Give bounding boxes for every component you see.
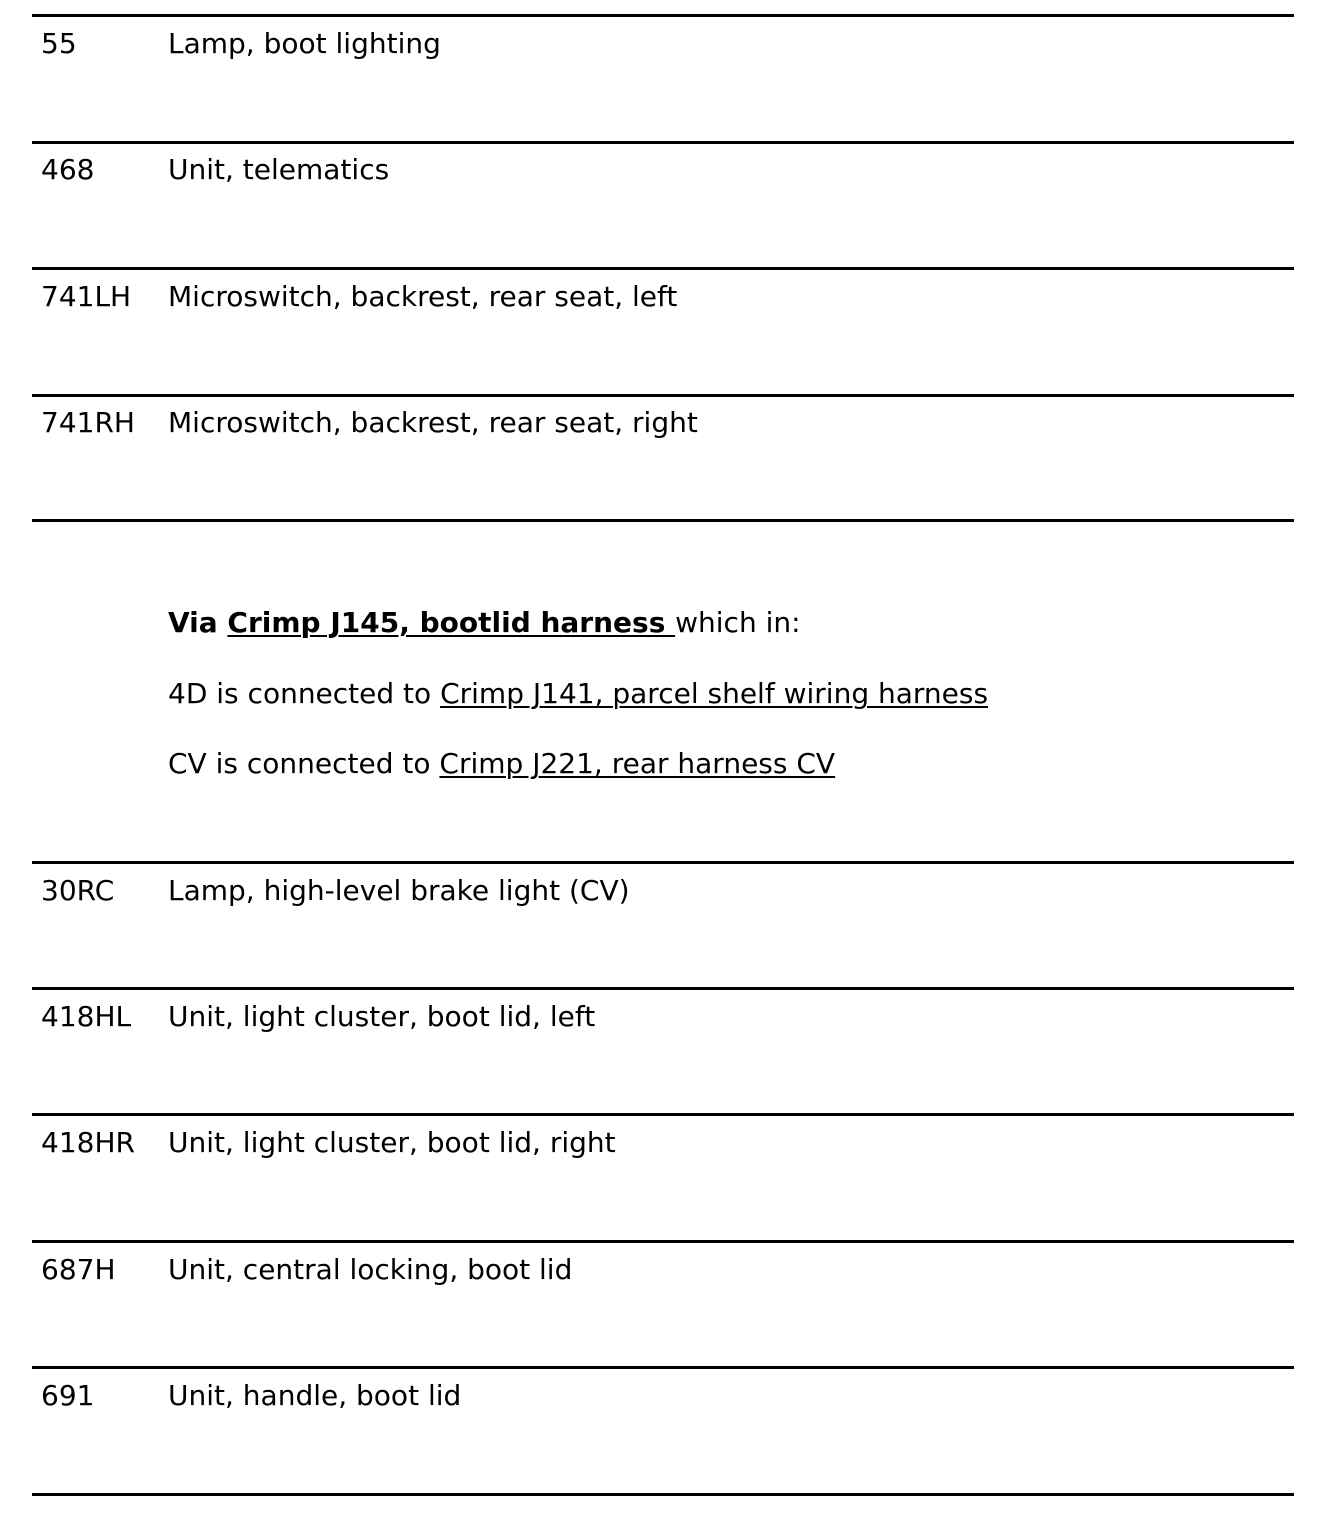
component-code: 55 — [41, 27, 77, 60]
component-description: Lamp, high-level brake light (CV) — [168, 874, 630, 907]
divider — [32, 394, 1294, 397]
divider — [32, 987, 1294, 990]
divider — [32, 1493, 1294, 1496]
component-row — [0, 277, 1328, 317]
connection-link[interactable]: Crimp J221, rear harness CV — [439, 747, 836, 780]
divider — [32, 519, 1294, 522]
component-description: Unit, telematics — [168, 153, 390, 186]
connection-text: 4D is connected to — [168, 677, 441, 710]
component-row — [0, 997, 1328, 1037]
connection-line — [168, 674, 988, 714]
connection-text: CV is connected to — [168, 747, 440, 780]
divider — [32, 1113, 1294, 1116]
component-code: 687H — [41, 1253, 116, 1286]
divider — [32, 14, 1294, 17]
divider — [32, 267, 1294, 270]
connection-line — [168, 744, 835, 784]
component-description: Unit, handle, boot lid — [168, 1379, 462, 1412]
component-row — [0, 1376, 1328, 1416]
component-description: Lamp, boot lighting — [168, 27, 441, 60]
component-code: 418HR — [41, 1126, 135, 1159]
component-code: 691 — [41, 1379, 95, 1412]
component-row — [0, 1123, 1328, 1163]
harness-link[interactable]: Crimp J145, bootlid harness — [227, 606, 676, 639]
component-description: Microswitch, backrest, rear seat, left — [168, 280, 678, 313]
via-prefix: Via — [168, 606, 228, 639]
component-description: Unit, light cluster, boot lid, left — [168, 1000, 596, 1033]
component-description: Unit, light cluster, boot lid, right — [168, 1126, 616, 1159]
component-row — [0, 24, 1328, 64]
component-row — [0, 871, 1328, 911]
component-code: 468 — [41, 153, 95, 186]
via-suffix: which in: — [675, 606, 801, 639]
component-description: Unit, central locking, boot lid — [168, 1253, 573, 1286]
component-row — [0, 403, 1328, 443]
component-code: 741RH — [41, 406, 135, 439]
via-harness-line — [168, 603, 801, 643]
divider — [32, 861, 1294, 864]
component-code: 741LH — [41, 280, 132, 313]
connection-link[interactable]: Crimp J141, parcel shelf wiring harness — [440, 677, 989, 710]
divider — [32, 141, 1294, 144]
divider — [32, 1240, 1294, 1243]
component-row — [0, 1250, 1328, 1290]
component-code: 30RC — [41, 874, 115, 907]
component-description: Microswitch, backrest, rear seat, right — [168, 406, 698, 439]
component-row — [0, 150, 1328, 190]
divider — [32, 1366, 1294, 1369]
component-code: 418HL — [41, 1000, 132, 1033]
